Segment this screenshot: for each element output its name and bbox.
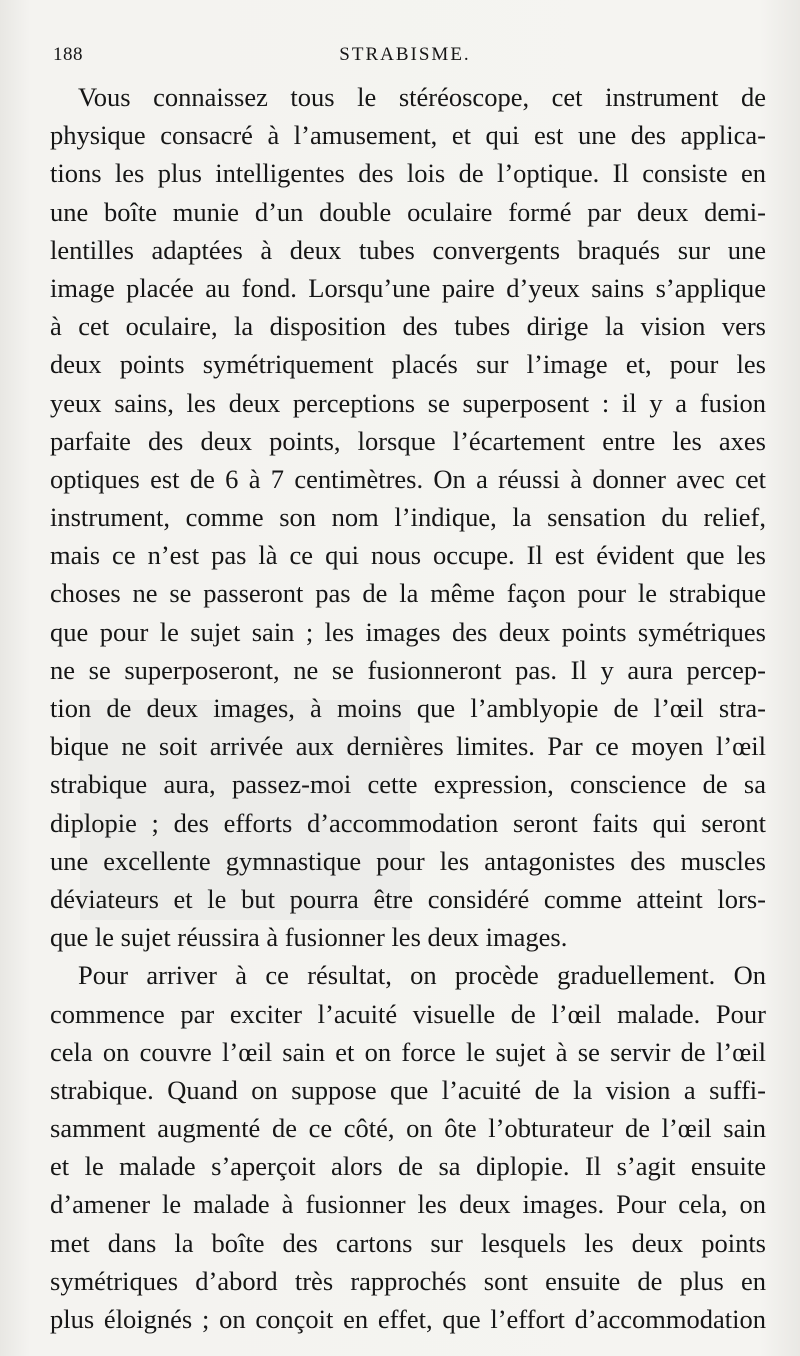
text-line: diplopie ; des efforts d’accommodation seront faits qui seront [50,807,766,838]
running-title: STRABISME. [339,44,471,65]
running-head [50,44,760,72]
paragraph [50,956,766,1338]
text-line: yeux sains, les deux perceptions se superposent : il y a fusion [50,387,766,418]
text-line: symétriques d’abord très rapprochés sont ensuite de plus en [50,1265,766,1296]
text-line: une boîte munie d’un double oculaire formé par deux demi- [50,196,766,227]
text-line: parfaite des deux points, lorsque l’écartement entre les axes [50,425,766,456]
text-line: lentilles adaptées à deux tubes convergents braqués sur une [50,234,766,265]
text-line: commence par exciter l’acuité visuelle de l’œil malade. Pour [50,998,766,1029]
text-line: que pour le sujet sain ; les images des deux points symétriques [50,616,766,647]
text-line: optiques est de 6 à 7 centimètres. On a réussi à donner avec cet [50,463,766,494]
text-line: ne se superposeront, ne se fusionneront pas. Il y aura percep- [50,654,766,685]
text-line: physique consacré à l’amusement, et qui est une des applica- [50,120,766,151]
text-line: à cet oculaire, la disposition des tubes dirige la vision vers [50,311,766,342]
body-text [50,78,766,1338]
text-line: tions les plus intelligentes des lois de l’optique. Il consiste en [50,158,766,189]
text-line: plus éloignés ; on conçoit en effet, que l’effort d’accommodation [50,1304,766,1334]
text-line: et le malade s’aperçoit alors de sa diplopie. Il s’agit ensuite [50,1151,766,1182]
text-line: Pour arriver à ce résultat, on procède graduellement. On [78,960,766,991]
page-number: 188 [53,44,83,65]
text-line: d’amener le malade à fusionner les deux images. Pour cela, on [50,1189,766,1220]
text-line: mais ce n’est pas là ce qui nous occupe. Il est évident que les [50,540,766,571]
text-line: Vous connaissez tous le stéréoscope, cet instrument de [78,82,766,112]
text-line: strabique aura, passez-moi cette expression, conscience de sa [50,769,766,800]
text-line: cela on couvre l’œil sain et on force le sujet à se servir de l’œil [50,1036,766,1067]
text-line: strabique. Quand on suppose que l’acuité de la vision a suffi- [50,1074,766,1105]
text-line: tion de deux images, à moins que l’amblyopie de l’œil stra- [50,693,766,723]
text-line: choses ne se passeront pas de la même façon pour le strabique [50,578,766,609]
text-line: bique ne soit arrivée aux dernières limites. Par ce moyen l’œil [50,731,766,762]
text-line: met dans la boîte des cartons sur lesquels les deux points [50,1227,766,1258]
paragraph [50,78,766,956]
text-line: une excellente gymnastique pour les antagonistes des muscles [50,845,766,876]
text-line: image placée au fond. Lorsqu’une paire d’yeux sains s’applique [50,272,766,303]
text-line: samment augmenté de ce côté, on ôte l’obturateur de l’œil sain [50,1113,766,1144]
text-line: instrument, comme son nom l’indique, la sensation du relief, [50,502,766,533]
text-line: deux points symétriquement placés sur l’image et, pour les [50,349,766,380]
text-line: déviateurs et le but pourra être considéré comme atteint lors- [50,883,766,914]
text-line: que le sujet réussira à fusionner les deux images. [50,922,568,953]
